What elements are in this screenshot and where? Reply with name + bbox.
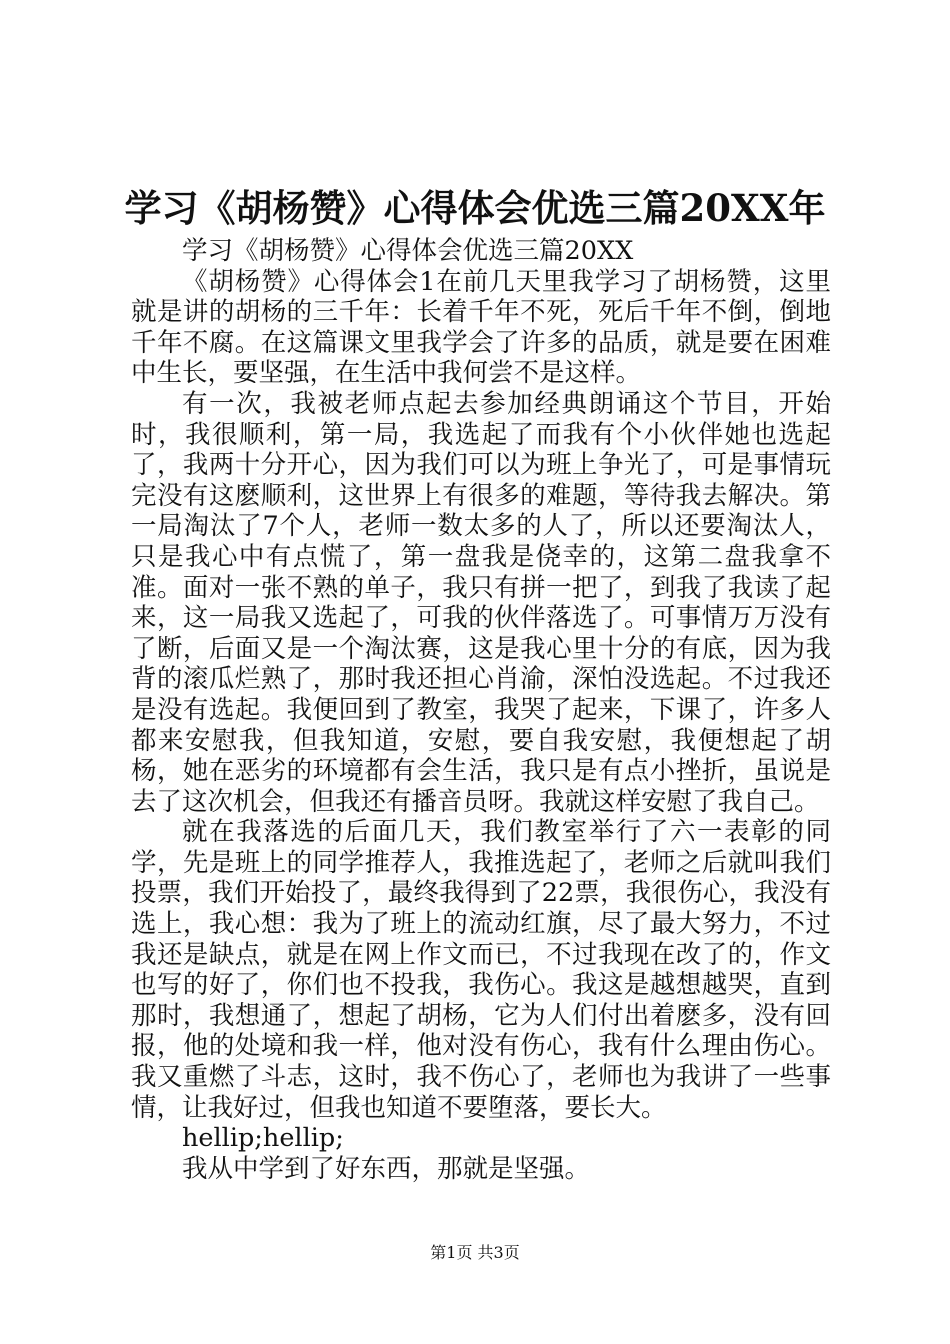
body-paragraph: 有一次，我被老师点起去参加经典朗诵这个节目，开始时，我很顺利，第一局，我选起了而我有个小伙伴她也选起了，我两十分开心，因为我们可以为班上争光了，可是事情玩完没有这麽顺利，这世界上有很多的难题，等待我去解决。第一局淘汰了7个人，老师一数太多的人了，所以还要淘汰人，只是我心中有点慌了，第一盘我是侥幸的，这第二盘我拿不准。面对一张不熟的单子，我只有拼一把了，到我了我读了起来，这一局我又选起了，可我的伙伴落选了。可事情万万没有了断，后面又是一个淘汰赛，这是我心里十分的有底，因为我背的滚瓜烂熟了，那时我还担心肖渝，深怕没选起。不过我还是没有选起。我便回到了教室，我哭了起来，下课了，许多人都来安慰我，但我知道，安慰，要自我安慰，我便想起了胡杨，她在恶劣的环境都有会生活，我只是有点小挫折，虽说是去了这次机会，但我还有播音员呀。我就这样安慰了我自己。 — [131, 388, 831, 817]
body-paragraph-ellipsis: hellip;hellip; — [182, 1123, 344, 1154]
document-title: 学习《胡杨赞》心得体会优选三篇20XX年 — [124, 186, 826, 230]
body-paragraph: 《胡杨赞》心得体会1在前几天里我学习了胡杨赞，这里就是讲的胡杨的三千年：长着千年不死，死后千年不倒，倒地千年不腐。在这篇课文里我学会了许多的品质，就是要在困难中生长，要坚强，在生活中我何尝不是这样。 — [131, 266, 831, 389]
page-footer: 第1页 共3页 — [430, 1243, 520, 1262]
body-paragraph-subtitle: 学习《胡杨赞》心得体会优选三篇20XX — [182, 236, 634, 266]
body-paragraph: 就在我落选的后面几天，我们教室举行了六一表彰的同学，先是班上的同学推荐人，我推选起了，老师之后就叫我们投票，我们开始投了，最终我得到了22票，我很伤心，我没有选上，我心想：我为了班上的流动红旗，尽了最大努力，不过我还是缺点，就是在网上作文而已，不过我现在改了的，作文也写的好了，你们也不投我，我伤心。我这是越想越哭，直到那时，我想通了，想起了胡杨，它为人们付出着麽多，没有回报，他的处境和我一样，他对没有伤心，我有什么理由伤心。我又重燃了斗志，这时，我不伤心了，老师也为我讲了一些事情，让我好过，但我也知道不要堕落，要长大。 — [131, 817, 831, 1123]
document-body — [131, 236, 831, 1184]
body-paragraph: 我从中学到了好东西，那就是坚强。 — [182, 1153, 591, 1184]
